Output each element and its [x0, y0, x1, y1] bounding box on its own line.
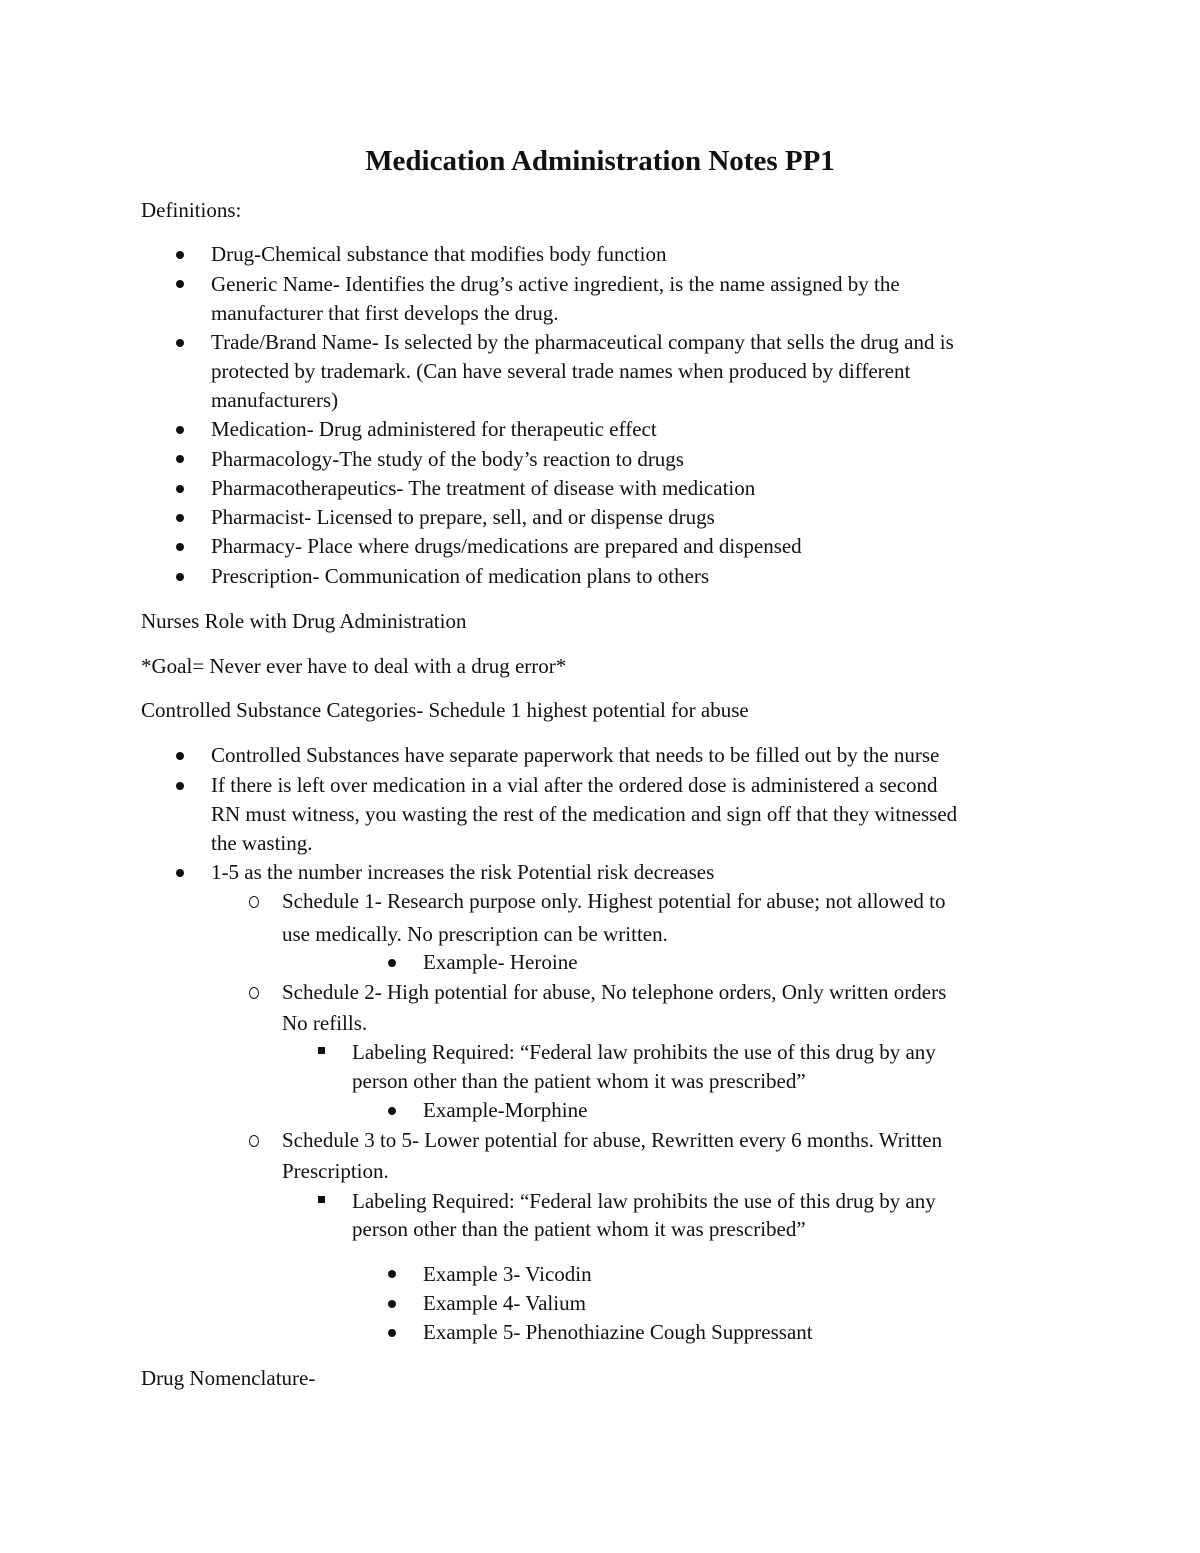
list-item: Prescription- Communication of medication plans to others	[211, 564, 710, 588]
nurses-role-heading: Nurses Role with Drug Administration	[141, 609, 467, 633]
list-item: Drug-Chemical substance that modifies body function	[211, 242, 667, 266]
goal-text: *Goal= Never ever have to deal with a drug error*	[141, 654, 567, 678]
bullet-dot	[176, 869, 184, 877]
bullet-dot	[176, 485, 184, 493]
labeling-item-continuation: person other than the patient whom it was prescribed”	[352, 1069, 806, 1093]
bullet-circle	[249, 1135, 259, 1147]
list-item: Medication- Drug administered for therapeutic effect	[211, 417, 657, 441]
bullet-dot	[388, 1329, 396, 1337]
schedule-item: Schedule 2- High potential for abuse, No telephone orders, Only written orders	[282, 980, 947, 1004]
list-item: Generic Name- Identifies the drug’s active ingredient, is the name assigned by the	[211, 272, 900, 296]
schedule-item-continuation: No refills.	[282, 1011, 368, 1035]
bullet-dot	[176, 339, 184, 347]
example-item: Example 3- Vicodin	[423, 1262, 592, 1286]
bullet-dot	[388, 1107, 396, 1115]
labeling-item: Labeling Required: “Federal law prohibits the use of this drug by any	[352, 1189, 936, 1213]
schedule-item: Schedule 1- Research purpose only. Highest potential for abuse; not allowed to	[282, 889, 946, 913]
bullet-dot	[176, 280, 184, 288]
document-title: Medication Administration Notes PP1	[365, 145, 835, 177]
controlled-heading: Controlled Substance Categories- Schedule 1 highest potential for abuse	[141, 698, 749, 722]
bullet-dot	[388, 1270, 396, 1278]
bullet-dot	[176, 455, 184, 463]
bullet-dot	[176, 782, 184, 790]
bullet-dot	[388, 959, 396, 967]
bullet-circle	[249, 896, 259, 908]
list-item: Pharmacy- Place where drugs/medications are prepared and dispensed	[211, 534, 802, 558]
bullet-dot	[176, 514, 184, 522]
bullet-dot	[176, 543, 184, 551]
list-item: Pharmacist- Licensed to prepare, sell, and or dispense drugs	[211, 505, 715, 529]
definitions-heading: Definitions:	[141, 198, 242, 222]
labeling-item: Labeling Required: “Federal law prohibits the use of this drug by any	[352, 1040, 936, 1064]
list-item: Pharmacology-The study of the body’s reaction to drugs	[211, 447, 684, 471]
list-item: Controlled Substances have separate paperwork that needs to be filled out by the nurse	[211, 743, 940, 767]
schedule-item-continuation: use medically. No prescription can be written.	[282, 922, 668, 946]
example-item: Example 4- Valium	[423, 1291, 586, 1315]
bullet-dot	[388, 1300, 396, 1308]
bullet-dot	[176, 426, 184, 434]
bullet-square	[318, 1196, 325, 1203]
example-item: Example- Heroine	[423, 950, 578, 974]
list-item: If there is left over medication in a vial after the ordered dose is administered a second	[211, 773, 938, 797]
bullet-dot	[176, 573, 184, 581]
list-item-continuation: protected by trademark. (Can have several trade names when produced by different	[211, 359, 911, 383]
example-item: Example-Morphine	[423, 1098, 588, 1122]
list-item: Trade/Brand Name- Is selected by the pharmaceutical company that sells the drug and is	[211, 330, 954, 354]
schedule-item: Schedule 3 to 5- Lower potential for abuse, Rewritten every 6 months. Written	[282, 1128, 943, 1152]
list-item-continuation: manufacturer that first develops the drug.	[211, 301, 559, 325]
list-item: Pharmacotherapeutics- The treatment of disease with medication	[211, 476, 756, 500]
bullet-dot	[176, 752, 184, 760]
example-item: Example 5- Phenothiazine Cough Suppressant	[423, 1320, 813, 1344]
nomenclature-heading: Drug Nomenclature-	[141, 1366, 316, 1390]
list-item-continuation: RN must witness, you wasting the rest of the medication and sign off that they witnessed	[211, 802, 958, 826]
list-item-continuation: the wasting.	[211, 831, 313, 855]
bullet-dot	[176, 251, 184, 259]
list-item-continuation: manufacturers)	[211, 388, 339, 412]
labeling-item-continuation: person other than the patient whom it was prescribed”	[352, 1217, 806, 1241]
schedule-item-continuation: Prescription.	[282, 1159, 389, 1183]
bullet-circle	[249, 987, 259, 999]
list-item: 1-5 as the number increases the risk Potential risk decreases	[211, 860, 715, 884]
bullet-square	[318, 1047, 325, 1054]
